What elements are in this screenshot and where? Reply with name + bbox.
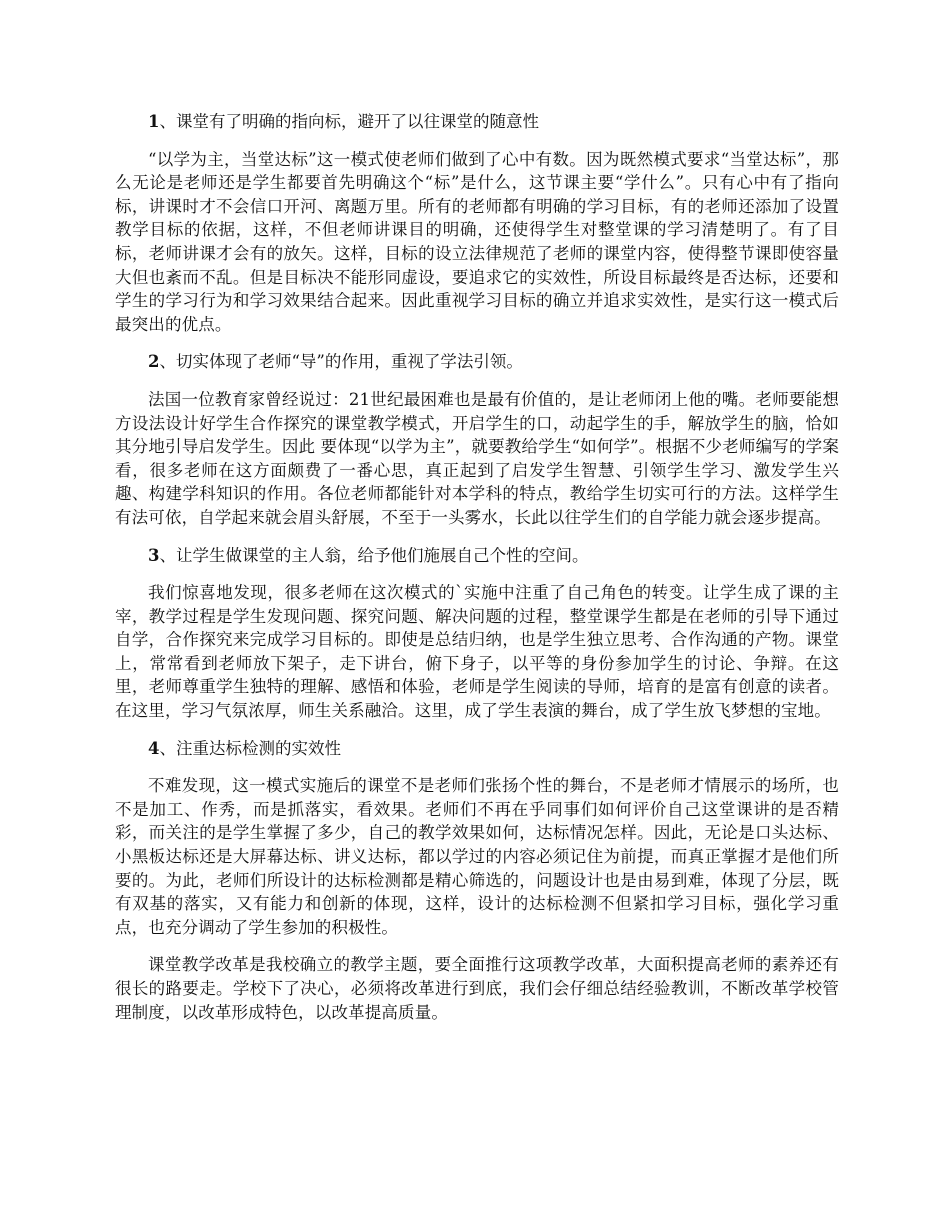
closing-paragraph: 课堂教学改革是我校确立的教学主题，要全面推行这项教学改革，大面积提高老师的素养还有很长的路要走。学校下了决心，必须将改革进行到底，我们会仔细总结经验教训，不断改革学校管理制度，以改革形成特色，以改革提高质量。 bbox=[115, 955, 839, 1022]
section-2-title: 、切实体现了老师“导”的作用，重视了学法引领。 bbox=[159, 352, 523, 372]
section-3-heading bbox=[115, 544, 839, 568]
section-3-number: 3 bbox=[148, 545, 160, 565]
section-1-title: 、课堂有了明确的指向标，避开了以往课堂的随意性 bbox=[159, 112, 539, 131]
section-4-number: 4 bbox=[148, 738, 160, 758]
section-4-body: 不难发现，这一模式实施后的课堂不是老师们张扬个性的舞台，不是老师才情展示的场所，也不是加工、作秀，而是抓落实，看效果。老师们不再在乎同事们如何评价自己这堂课讲的是否精彩，而关注的是学生掌握了多少，自己的教学效果如何，达标情况怎样。因此，无论是口头达标、小黑板达标还是大屏幕达标、讲义达标，都以学过的内容必须记住为前提，而真正掌握才是他们所要的。为此，老师们所设计的达标检测都是精心筛选的，问题设计也是由易到难，体现了分层，既有双基的落实，又有能力和创新的体现，这样，设计的达标检测不但紧扣学习目标，强化学习重点，也充分调动了学生参加的积极性。 bbox=[115, 776, 839, 937]
document-page bbox=[115, 110, 839, 1038]
section-2-number: 2 bbox=[148, 352, 160, 372]
section-1-heading bbox=[115, 110, 839, 134]
section-2-heading bbox=[115, 350, 839, 374]
section-4-heading bbox=[115, 737, 839, 761]
section-3-title: 、让学生做课堂的主人翁，给予他们施展自己个性的空间。 bbox=[159, 545, 589, 565]
section-3-body: 我们惊喜地发现，很多老师在这次模式的`实施中注重了自己角色的转变。让学生成了课的主宰，教学过程是学生发现问题、探究问题、解决问题的过程，整堂课学生都是在老师的引导下通过自学，合作探究来完成学习目标的。即使是总结归纳，也是学生独立思考、合作沟通的产物。课堂上，常常看到老师放下架子，走下讲台，俯下身子，以平等的身份参加学生的讨论、争辩。在这里，老师尊重学生独特的理解、感悟和体验，老师是学生阅读的导师，培育的是富有创意的读者。在这里，学习气氛浓厚，师生关系融洽。这里，成了学生表演的舞台，成了学生放飞梦想的宝地。 bbox=[115, 583, 839, 721]
section-4-title: 、注重达标检测的实效性 bbox=[159, 738, 341, 758]
section-1-body: “以学为主，当堂达标”这一模式使老师们做到了心中有数。因为既然模式要求“当堂达标”，那么无论是老师还是学生都要首先明确这个“标”是什么，这节课主要“学什么”。只有心中有了指向标，讲课时才不会信口开河、离题万里。所有的老师都有明确的学习目标，有的老师还添加了设置教学目标的依据，这样，不但老师讲课目的明确，还使得学生对整堂课的学习清楚明了。有了目标，老师讲课才会有的放矢。这样，目标的设立法律规范了老师的课堂内容，使得整节课即使容量大但也紊而不乱。但是目标决不能形同虚设，要追求它的实效性，所设目标最终是否达标，还要和学生的学习行为和学习效果结合起来。因此重视学习目标的确立并追求实效性，是实行这一模式后最突出的优点。 bbox=[115, 149, 839, 334]
section-1-number: 1 bbox=[148, 112, 160, 131]
section-2-body: 法国一位教育家曾经说过：21世纪最困难也是最有价值的，是让老师闭上他的嘴。老师要能想方设法设计好学生合作探究的课堂教学模式，开启学生的口，动起学生的手，解放学生的脑，恰如其分地引导启发学生。因此 要体现“以学为主”，就要教给学生“如何学”。根据不少老师编写的学案看，很多老师在这方面颇费了一番心思，真正起到了启发学生智慧、引领学生学习、激发学生兴趣、构建学科知识的作用。各位老师都能针对本学科的特点，教给学生切实可行的方法。这样学生有法可依，自学起来就会眉头舒展，不至于一头雾水，长此以往学生们的自学能力就会逐步提高。 bbox=[115, 389, 839, 527]
